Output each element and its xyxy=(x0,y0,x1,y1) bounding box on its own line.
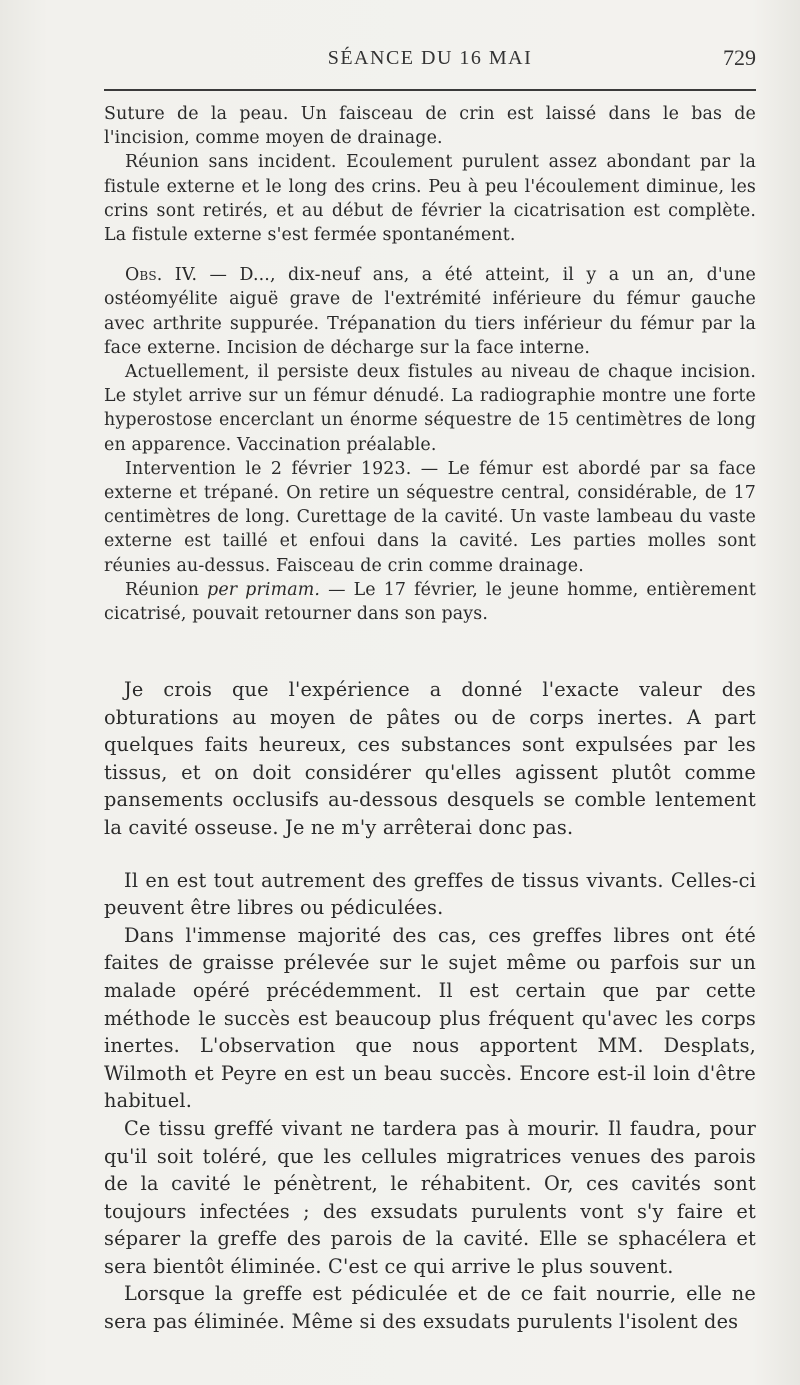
paragraph xyxy=(104,263,756,360)
paragraph: Intervention le 2 février 1923. — Le fémur est abordé par sa face externe et trépané. On retire un séquestre central, considérable, de 17 centimètres de long. Curettage de la cavité. Un vaste lambeau du vaste externe est taillé et enfoui dans la cavité. Les parties molles sont réunies au-dessus. Faisceau de crin comme drainage. xyxy=(104,458,756,576)
spacer xyxy=(104,842,756,867)
paragraph: Lorsque la greffe est pédiculée et de ce fait nourrie, elle ne sera pas éliminée. Même si des exsudats purulents l'isolent des xyxy=(104,1282,756,1334)
observation-section xyxy=(104,102,756,626)
paragraph: Je crois que l'expérience a donné l'exacte valeur des obturations au moyen de pâtes ou de corps inertes. A part quelques faits heureux, ces substances sont expulsées par les tissus, et on doit considérer qu'elles agissent plutôt comme pansements occlusifs au-dessous desquels se comble lentement la cavité osseuse. Je ne m'y arrêterai donc pas. xyxy=(104,678,756,839)
paragraph-text: Réunion xyxy=(125,579,208,600)
observation-label: Obs. IV. xyxy=(125,265,198,286)
latin-phrase: per primam. xyxy=(207,579,321,600)
paragraph: Il en est tout autrement des greffes de tissus vivants. Celles-ci peuvent être libres ou pédiculées. xyxy=(104,868,756,920)
discussion-section xyxy=(104,676,756,1336)
paragraph: Suture de la peau. Un faisceau de crin est laissé dans le bas de l'incision, comme moyen de drainage. xyxy=(104,104,756,149)
paragraph: Dans l'immense majorité des cas, ces greffes libres ont été faites de graisse prélevée sur le sujet même ou parfois sur un malade opéré précédemment. Il est certain que par cette méthode le succès est beaucoup plus fréquent qu'avec les corps inertes. L'observation que nous apportent MM. Desplats, Wilmoth et Peyre en est un beau succès. Encore est-il loin d'être habituel. xyxy=(104,923,756,1113)
page-number: 729 xyxy=(723,45,756,70)
paragraph: Ce tissu greffé vivant ne tardera pas à mourir. Il faudra, pour qu'il soit toléré, que les cellules migratrices venues des parois de la cavité le pénètrent, le réhabitent. Or, ces cavités sont toujours infectées ; des exsudats purulents vont s'y faire et séparer la greffe des parois de la cavité. Elle se sphacélera et sera bientôt éliminée. C'est ce qui arrive le plus souvent. xyxy=(104,1116,756,1278)
paragraph xyxy=(104,578,756,626)
paragraph: Actuellement, il persiste deux fistules au niveau de chaque incision. Le stylet arrive sur un fémur dénudé. La radiographie montre une forte hyperostose encerclant un énorme séquestre de 15 centimètres de long en apparence. Vaccination préalable. xyxy=(104,362,756,455)
running-head xyxy=(104,43,756,73)
header-rule xyxy=(104,89,756,91)
spacer xyxy=(104,247,756,263)
paragraph-text: — Le 17 février, le jeune homme, entièrement cicatrisé, pouvait retourner dans son pays. xyxy=(104,579,756,625)
paragraph-text: — D..., dix-neuf ans, a été atteint, il y a un an, d'une ostéomyélite aiguë grave de l'extrémité inférieure du fémur gauche avec arthrite suppurée. Trépanation du tiers inférieur du fémur par la face externe. Incision de décharge sur la face interne. xyxy=(104,265,756,358)
running-title: SÉANCE DU 16 MAI xyxy=(327,47,533,69)
paragraph: Réunion sans incident. Ecoulement purulent assez abondant par la fistule externe et le long des crins. Peu à peu l'écoulement diminue, les crins sont retirés, et au début de février la cicatrisation est complète. La fistule externe s'est fermée spontanément. xyxy=(104,152,756,246)
